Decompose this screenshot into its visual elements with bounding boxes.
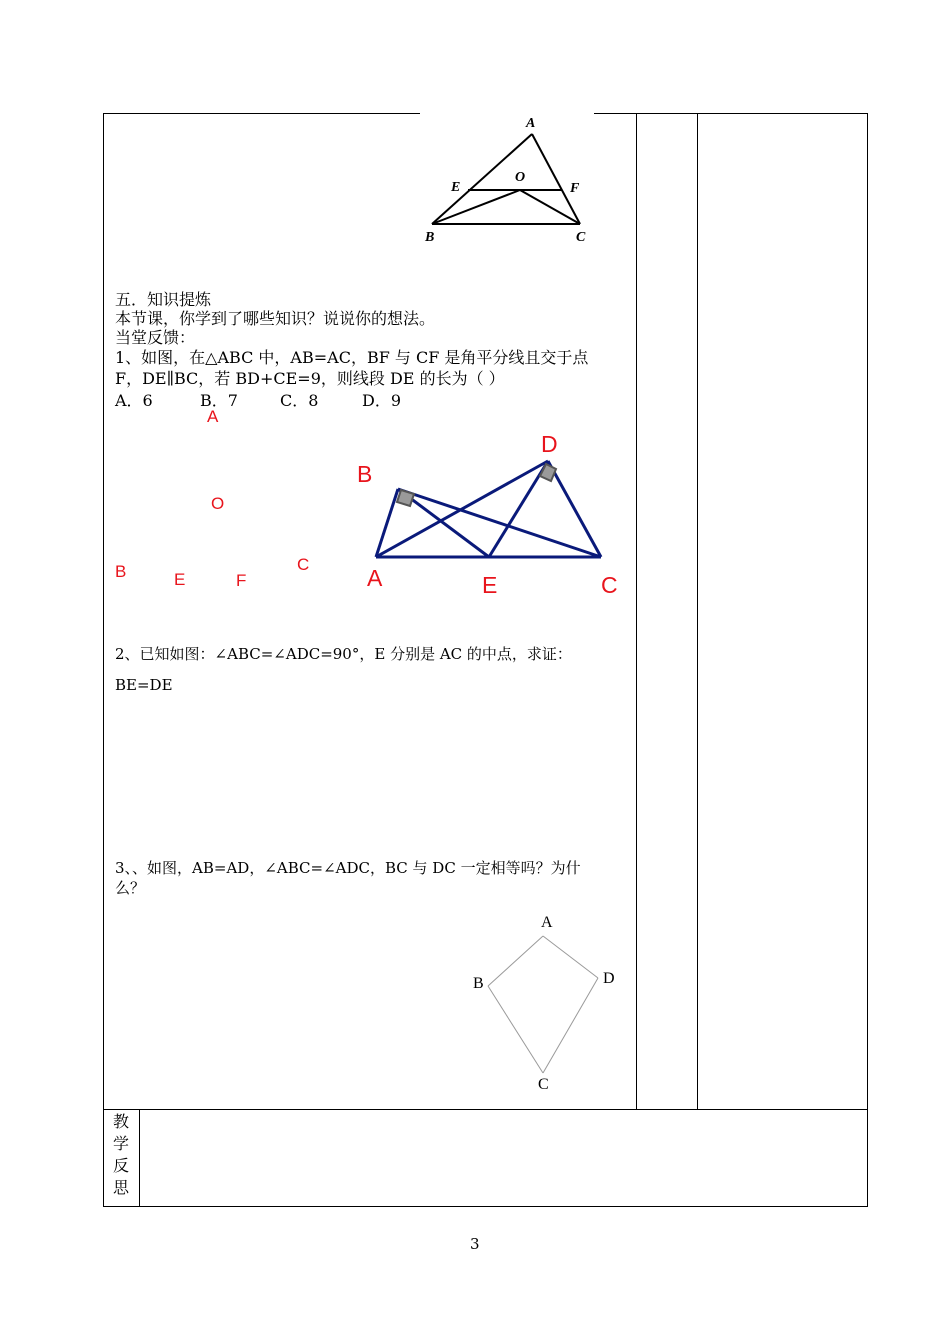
red-label-b: B xyxy=(115,562,127,581)
q3-line1: 3、、如图，AB=AD，∠ABC=∠ADC，BC 与 DC 一定相等吗？为什 xyxy=(115,859,581,877)
fig1-label-b: B xyxy=(425,230,435,245)
red-label-o: O xyxy=(211,494,225,513)
q1-line1: 1、如图，在△ABC 中，AB=AC，BF 与 CF 是角平分线且交于点 xyxy=(115,348,589,367)
column-divider-1 xyxy=(636,113,637,1110)
fig1-label-a: A xyxy=(526,116,536,131)
fig3-label-c: C xyxy=(538,1076,549,1093)
right-angle-figure xyxy=(370,455,610,565)
reflection-char-3: 反 xyxy=(112,1156,129,1175)
fig2-label-d: D xyxy=(541,431,558,457)
red-label-a: A xyxy=(207,407,219,426)
feedback-title: 当堂反馈： xyxy=(115,328,196,347)
kite-figure xyxy=(480,930,610,1080)
fig2-label-e: E xyxy=(482,572,498,598)
fig1-label-f: F xyxy=(570,181,580,196)
table-top-border-left xyxy=(103,113,420,114)
red-label-f: F xyxy=(236,571,247,590)
q1-option-a: A．6 xyxy=(115,391,153,410)
reflection-label-divider xyxy=(139,1109,140,1207)
q1-option-c: C．8 xyxy=(280,391,319,410)
fig1-label-o: O xyxy=(515,170,526,185)
section5-heading: 五．知识提炼 xyxy=(115,290,212,309)
table-left-border xyxy=(103,113,104,1207)
red-label-c: C xyxy=(297,555,310,574)
table-bottom-border xyxy=(103,1206,868,1207)
reflection-char-1: 教 xyxy=(112,1112,129,1131)
fig2-label-c: C xyxy=(601,572,618,598)
table-right-border xyxy=(867,113,868,1207)
fig3-label-b: B xyxy=(473,975,484,992)
reflection-char-2: 学 xyxy=(112,1134,129,1153)
page-number: 3 xyxy=(470,1235,480,1253)
fig3-label-a: A xyxy=(541,914,553,931)
section5-prompt: 本节课，你学到了哪些知识？说说你的想法。 xyxy=(115,309,436,328)
fig2-label-b: B xyxy=(357,461,373,487)
q2-line1: 2、已知如图：∠ABC=∠ADC=90°，E 分别是 AC 的中点，求证： xyxy=(115,645,572,663)
q3-line2: 么？ xyxy=(115,879,146,897)
q1-line2: F，DE∥BC，若 BD+CE=9，则线段 DE 的长为（ ） xyxy=(115,369,505,388)
fig3-label-d: D xyxy=(603,970,615,987)
column-divider-2 xyxy=(697,113,698,1110)
red-label-e: E xyxy=(174,570,186,589)
reflection-char-4: 思 xyxy=(112,1178,129,1197)
q1-option-d: D．9 xyxy=(362,391,402,410)
fig1-label-e: E xyxy=(451,180,461,195)
fig2-label-a: A xyxy=(367,565,383,591)
fig1-label-c: C xyxy=(576,230,586,245)
row-divider xyxy=(103,1109,868,1110)
q2-line2: BE=DE xyxy=(115,676,173,694)
q1-option-b: B．7 xyxy=(200,391,238,410)
